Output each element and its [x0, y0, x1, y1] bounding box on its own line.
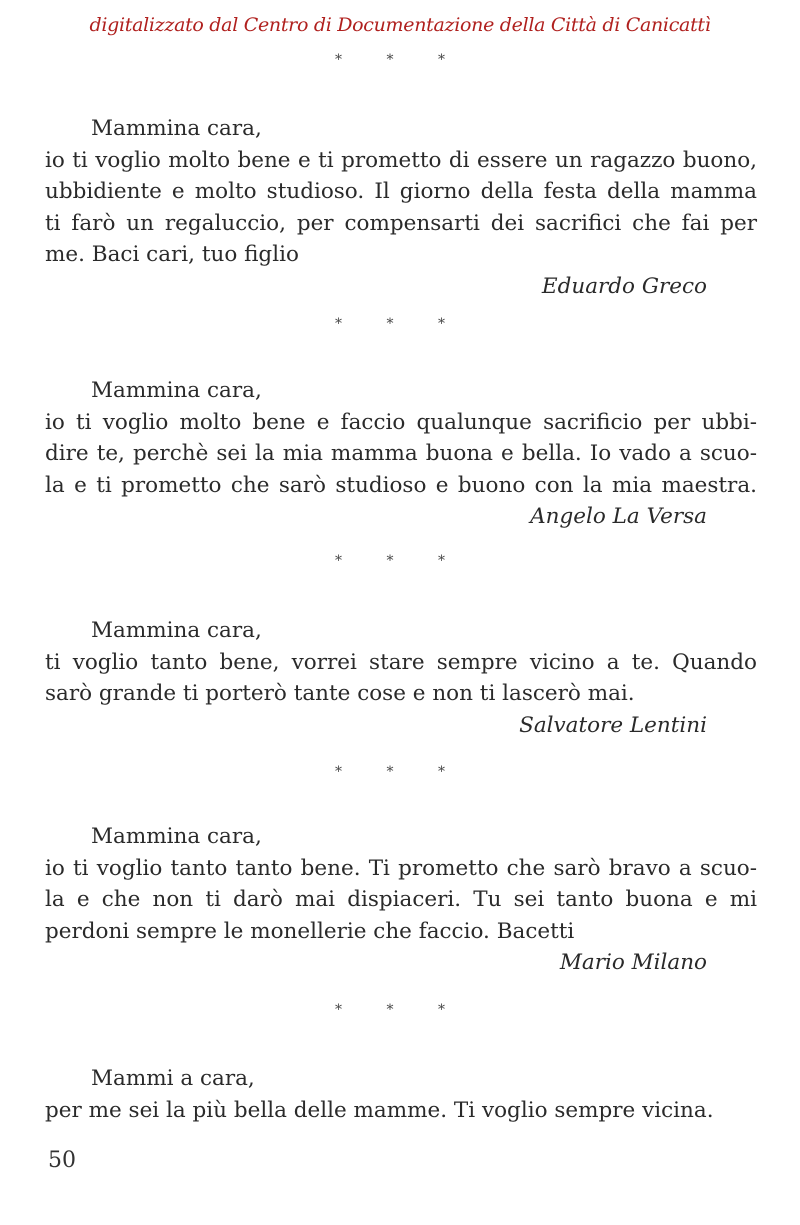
letter-greeting: Mammina cara,	[91, 116, 262, 141]
page-number: 50	[48, 1148, 76, 1173]
section-separator: * * *	[335, 1002, 465, 1018]
section-separator: * * *	[335, 764, 465, 780]
letter-line: io ti voglio molto bene e faccio qualunque sacrificio per ubbi-	[45, 409, 757, 435]
letter-line: la e ti prometto che sarò studioso e buono con la mia maestra.	[45, 472, 757, 498]
letter-line: per me sei la più bella delle mamme. Ti voglio sempre vicina.	[45, 1097, 714, 1123]
letter-greeting: Mammi a cara,	[91, 1066, 255, 1091]
letter	[45, 821, 757, 979]
letter-greeting: Mammina cara,	[91, 618, 262, 643]
letter-signature: Eduardo Greco	[541, 273, 707, 299]
letter-line: ti voglio tanto bene, vorrei stare sempre vicino a te. Quando	[45, 649, 757, 675]
letter-line: dire te, perchè sei la mia mamma buona e bella. Io vado a scuo-	[45, 441, 757, 466]
letter-signature: Mario Milano	[559, 950, 707, 975]
letter-line: ti farò un regaluccio, per compensarti dei sacrifici che fai per	[45, 210, 757, 236]
letter-line: ubbidiente e molto studioso. Il giorno della festa della mamma	[45, 179, 757, 204]
letter-signature: Angelo La Versa	[530, 504, 707, 529]
section-separator: * * *	[335, 52, 465, 68]
letter	[45, 615, 757, 741]
letter-line: la e che non ti darò mai dispiaceri. Tu sei tanto buona e mi	[45, 887, 757, 912]
letter-line: io ti voglio molto bene e ti prometto di essere un ragazzo buono,	[45, 147, 757, 173]
section-separator: * * *	[335, 553, 465, 569]
digitization-watermark: digitalizzato dal Centro di Documentazione della Città di Canicattì	[89, 14, 711, 36]
letter-line: me. Baci cari, tuo figlio	[45, 242, 299, 267]
letter-greeting: Mammina cara,	[91, 824, 262, 849]
section-separator: * * *	[335, 316, 465, 332]
letter-line: io ti voglio tanto tanto bene. Ti prometto che sarò bravo a scuo-	[45, 855, 757, 881]
letter-line: sarò grande ti porterò tante cose e non ti lascerò mai.	[45, 681, 635, 706]
letter	[45, 113, 757, 302]
letter-greeting: Mammina cara,	[91, 378, 262, 403]
letter-line: perdoni sempre le monellerie che faccio. Bacetti	[45, 918, 575, 944]
letter-signature: Salvatore Lentini	[519, 712, 707, 738]
letter	[45, 1063, 757, 1126]
letter	[45, 375, 757, 533]
